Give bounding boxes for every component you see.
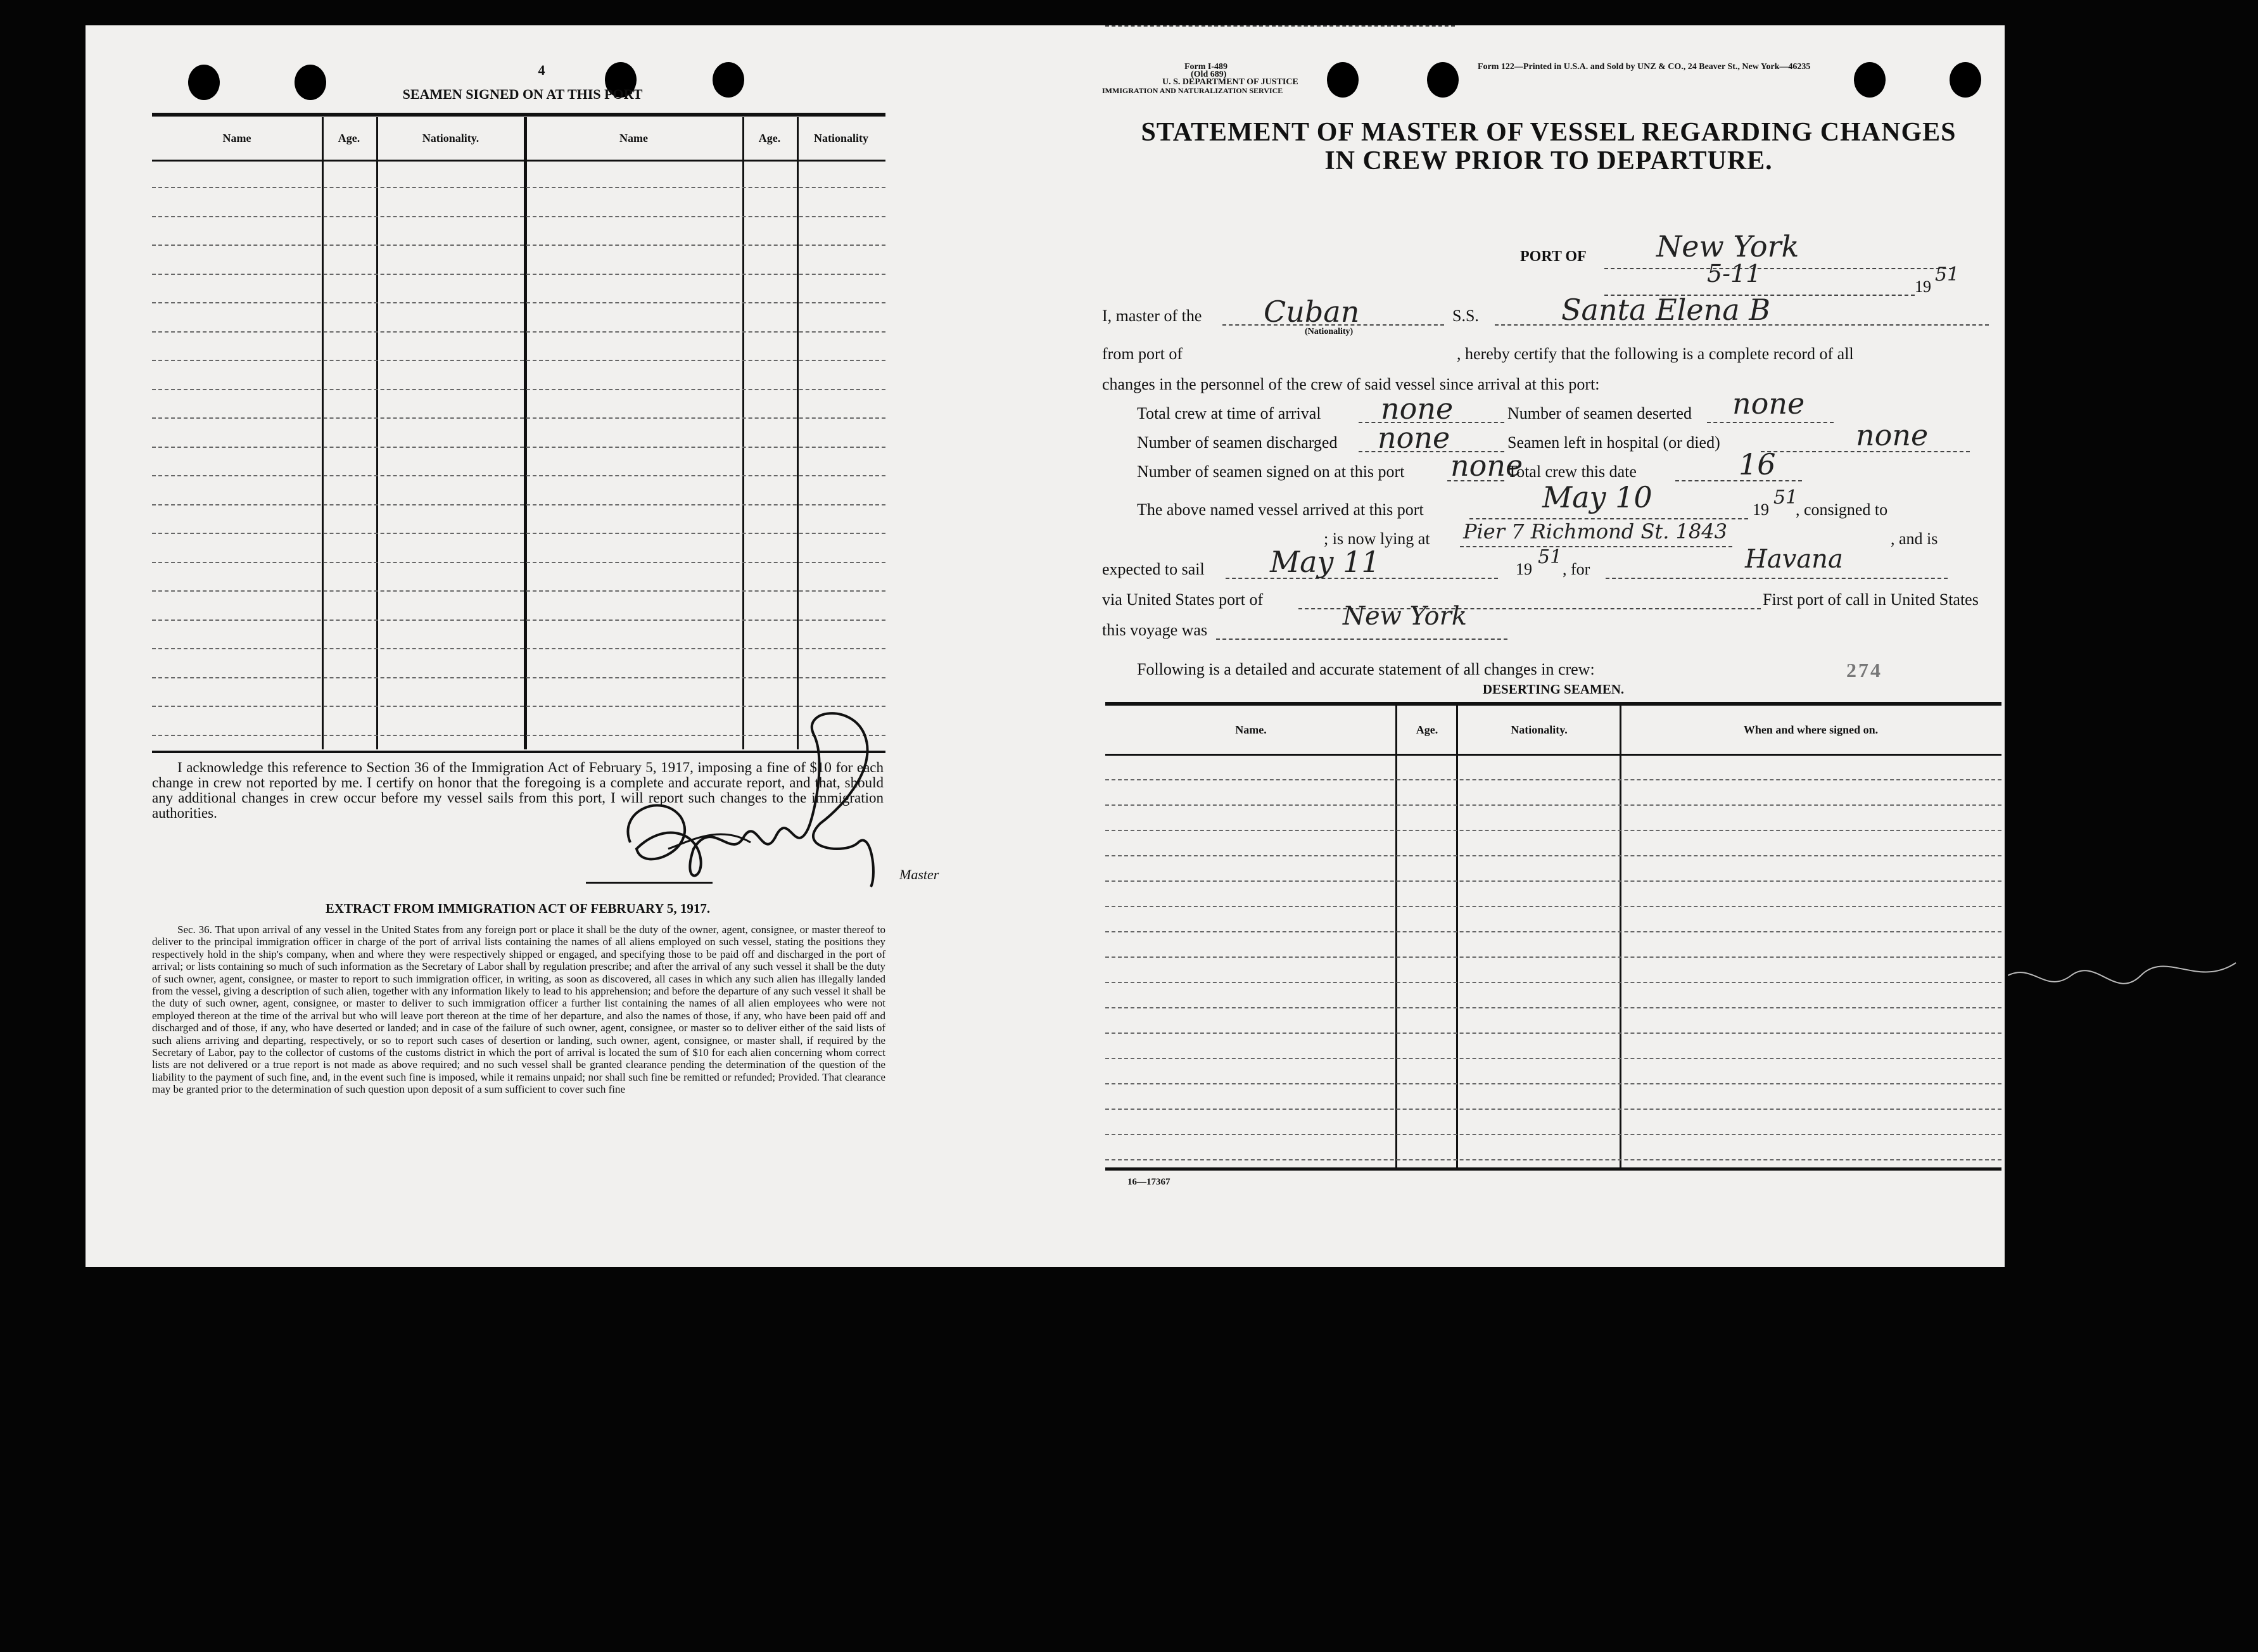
section-36-text: Sec. 36. That upon arrival of any vessel in the United States from any foreign port or place it shall be the duty of the owner, agent, consignee, or master thereof to deliver to the principal immigration officer in charge of the port of arrival lists containing the names of all aliens employed on such vessel, stating the positions they respectively hold in the ship's company, when and where they were respectively shipped or engaged, and specifying those to be paid off and discharged in the port of arrival; or lists containing so much of such information as the Secretary of Labor shall by regulation prescribe; and after the arrival of any such vessel it shall be the duty of such owner, agent, consignee, or master to report to such immigration officer, in writing, as soon as discovered, all cases in which any such alien has illegally landed from the vessel, giving a description of such alien, together with any information likely to lead to his apprehension; and before the departure of any such vessel it shall be the duty of such owner, agent, consignee, or master to deliver to such immigration officer a further list containing the names of all alien employees who were not employed thereon at the time of the arrival but who will leave port thereon at the time of her departure, and also the names of those, if any, who have been paid off and discharged and of those, if any, who have deserted or landed; and in case of the failure of such owner, agent, consignee, or master so to deliver either of the said lists of such aliens arriving and departing, respectively, or so to report such cases of desertion or landing, such owner, agent, consignee, or master shall, if required by the Secretary of Labor, pay to the collector of customs of the customs district in which the port of arrival is located the sum of $10 for each alien concerning whom correct lists are not delivered or a true report is not made as above required; and no such vessel shall be granted clearance pending the determination of the question of the liability to the payment of such fine, and, in the event such fine is imposed, while it remains unpaid; nor shall such fine be remitted or refunded; Provided. That clearance may be granted prior to the determination of such question upon deposit of a sum sufficient to cover such fine xyxy=(152,924,885,1096)
table-row xyxy=(152,648,885,649)
table-row xyxy=(152,475,885,476)
col-divider xyxy=(376,117,378,749)
table-row xyxy=(1105,956,2001,958)
document-sheet xyxy=(86,25,2005,1267)
col-header-age: Age. xyxy=(338,132,360,144)
voyage-line xyxy=(1216,639,1507,640)
port-of-label: PORT OF xyxy=(1520,248,1587,265)
table-row xyxy=(152,274,885,275)
right-table-bottom-rule xyxy=(1105,1167,2001,1171)
for-value: Havana xyxy=(1745,545,1843,574)
ss-label: S.S. xyxy=(1452,307,1479,325)
via-label: via United States port of xyxy=(1102,590,1264,609)
arrived-value: May 10 xyxy=(1542,480,1652,514)
form-old-number: (Old 689) xyxy=(1191,70,1227,79)
hospital-value: none xyxy=(1856,418,1929,452)
table-top-rule xyxy=(152,113,885,117)
department: U. S. DEPARTMENT OF JUSTICE xyxy=(1162,77,1298,87)
arrived-year: 51 xyxy=(1773,486,1798,509)
table-row xyxy=(1105,1083,2001,1084)
table-row xyxy=(1105,1058,2001,1059)
r-col-header-nationality: Nationality. xyxy=(1511,723,1568,736)
table-row xyxy=(1105,1159,2001,1160)
table-row xyxy=(1105,982,2001,983)
punch-hole xyxy=(1327,62,1359,98)
lying-value: Pier 7 Richmond St. 1843 xyxy=(1463,519,1727,543)
punch-hole xyxy=(188,65,220,100)
punch-hole xyxy=(1427,62,1459,98)
arrived-year-prefix: 19 xyxy=(1753,500,1769,519)
r-col-header-when-where: When and where signed on. xyxy=(1743,723,1879,736)
printer-line: Form 122—Printed in U.S.A. and Sold by UNZ & CO., 24 Beaver St., New York—46235 xyxy=(1478,62,1811,72)
r-col-divider xyxy=(1395,706,1397,1168)
table-row xyxy=(152,620,885,621)
for-label: , for xyxy=(1563,560,1590,578)
acknowledgment-text: I acknowledge this reference to Section 36 of the Immigration Act of February 5, 1917, imposing a fine of $10 for each change in crew not reported by me. I certify on honor that the foregoing is a complete and accurate report, and that, should any additional changes in crew occur before my vessel sails from this port, I will report such changes to the immigration authorities. xyxy=(152,759,884,821)
nationality-value: Cuban xyxy=(1264,295,1360,329)
table-row xyxy=(152,417,885,419)
port-line xyxy=(1604,268,1953,269)
col-divider xyxy=(322,117,324,749)
seamen-signed-title: SEAMEN SIGNED ON AT THIS PORT xyxy=(402,86,643,102)
first-port-label: First port of call in United States xyxy=(1763,590,1979,609)
expected-year: 51 xyxy=(1538,546,1563,568)
deserting-title: DESERTING SEAMEN. xyxy=(1482,682,1625,697)
right-header-rule xyxy=(1105,754,2001,756)
signature-line xyxy=(586,882,713,884)
deserted-value: none xyxy=(1732,386,1805,421)
table-row xyxy=(1105,1109,2001,1110)
table-row xyxy=(152,590,885,592)
nationality-caption: (Nationality) xyxy=(1305,327,1354,336)
table-row xyxy=(152,389,885,390)
table-row xyxy=(152,562,885,563)
r-col-divider xyxy=(1620,706,1621,1168)
date-value: 5-11 xyxy=(1707,260,1761,288)
arrived-label: The above named vessel arrived at this port xyxy=(1137,500,1424,519)
form-title-line2: IN CREW PRIOR TO DEPARTURE. xyxy=(1324,146,1773,175)
certify-text: , hereby certify that the following is a complete record of all xyxy=(1457,345,1854,363)
service: IMMIGRATION AND NATURALIZATION SERVICE xyxy=(1102,86,1283,95)
total-crew-date-label: Total crew this date xyxy=(1507,462,1637,481)
col-header-name: Name xyxy=(222,132,251,144)
right-table-top-rule xyxy=(1105,702,2001,706)
col-divider xyxy=(742,117,744,749)
table-row xyxy=(152,245,885,246)
master-label: Master xyxy=(899,867,939,882)
lying-line xyxy=(1460,546,1732,547)
stamp-number: 274 xyxy=(1846,659,1882,682)
col-header-nationality-2: Nationality xyxy=(813,132,868,144)
punch-hole xyxy=(1950,62,1981,98)
form-number: Form I-489 xyxy=(1184,62,1228,72)
table-row xyxy=(1105,1134,2001,1135)
master-signature xyxy=(605,697,896,912)
footer-code: 16—17367 xyxy=(1127,1177,1170,1187)
signed-on-value: none xyxy=(1450,448,1523,483)
lying-label: ; is now lying at xyxy=(1324,530,1430,548)
table-row xyxy=(152,331,885,333)
table-row xyxy=(1105,906,2001,907)
expected-value: May 11 xyxy=(1270,545,1380,579)
hospital-label: Seamen left in hospital (or died) xyxy=(1507,433,1720,452)
table-row xyxy=(1105,855,2001,856)
r-col-header-age: Age. xyxy=(1416,723,1438,736)
punch-hole xyxy=(713,62,744,98)
table-row xyxy=(152,360,885,361)
following-text: Following is a detailed and accurate statement of all changes in crew: xyxy=(1137,660,1595,678)
col-divider xyxy=(524,117,527,749)
table-row xyxy=(1105,1007,2001,1008)
from-port-label: from port of xyxy=(1102,345,1183,363)
total-crew-date-value: 16 xyxy=(1739,447,1776,481)
changes-text: changes in the personnel of the crew of said vessel since arrival at this port: xyxy=(1102,375,1600,393)
and-is-label: , and is xyxy=(1891,530,1938,548)
expected-label: expected to sail xyxy=(1102,560,1205,578)
extract-title: EXTRACT FROM IMMIGRATION ACT OF FEBRUARY 5, 1917. xyxy=(325,901,711,916)
r-col-divider xyxy=(1456,706,1458,1168)
table-row xyxy=(1105,880,2001,882)
consignee-line xyxy=(1105,25,1321,27)
col-header-nationality: Nationality. xyxy=(422,132,479,144)
port-value: New York xyxy=(1656,229,1799,264)
table-row xyxy=(152,187,885,188)
table-row xyxy=(1105,804,2001,806)
table-row xyxy=(152,504,885,505)
table-row xyxy=(1105,1032,2001,1034)
col-header-age-2: Age. xyxy=(758,132,781,144)
page-number: 4 xyxy=(538,62,545,78)
table-row xyxy=(152,447,885,448)
total-crew-arrival-label: Total crew at time of arrival xyxy=(1137,404,1321,423)
master-of-label: I, master of the xyxy=(1102,307,1202,325)
year-value: 51 xyxy=(1935,264,1960,286)
col-divider xyxy=(797,117,799,749)
discharged-value: none xyxy=(1378,421,1450,455)
punch-hole xyxy=(295,65,326,100)
col-header-name-2: Name xyxy=(619,132,648,144)
voyage-value: New York xyxy=(1343,602,1467,631)
for-line xyxy=(1606,578,1948,579)
stray-mark xyxy=(2008,937,2248,1013)
year-prefix: 19 xyxy=(1915,277,1931,296)
table-row xyxy=(152,677,885,678)
discharged-label: Number of seamen discharged xyxy=(1137,433,1338,452)
deserted-line xyxy=(1707,422,1834,423)
table-row xyxy=(1105,830,2001,831)
table-row xyxy=(1105,779,2001,780)
table-row xyxy=(152,533,885,534)
r-col-header-name: Name. xyxy=(1235,723,1267,736)
header-rule xyxy=(152,160,885,162)
expected-year-prefix: 19 xyxy=(1516,560,1532,578)
form-title-line1: STATEMENT OF MASTER OF VESSEL REGARDING CHANGES xyxy=(1141,118,1957,147)
total-crew-arrival-value: none xyxy=(1381,391,1454,426)
table-row xyxy=(152,302,885,303)
deserted-label: Number of seamen deserted xyxy=(1507,404,1692,423)
signed-on-label: Number of seamen signed on at this port xyxy=(1137,462,1405,481)
consigned-label: , consigned to xyxy=(1796,500,1888,519)
ship-name: Santa Elena B xyxy=(1561,293,1771,327)
voyage-label: this voyage was xyxy=(1102,621,1208,639)
table-row xyxy=(152,216,885,217)
punch-hole xyxy=(1854,62,1886,98)
table-row xyxy=(1105,931,2001,932)
